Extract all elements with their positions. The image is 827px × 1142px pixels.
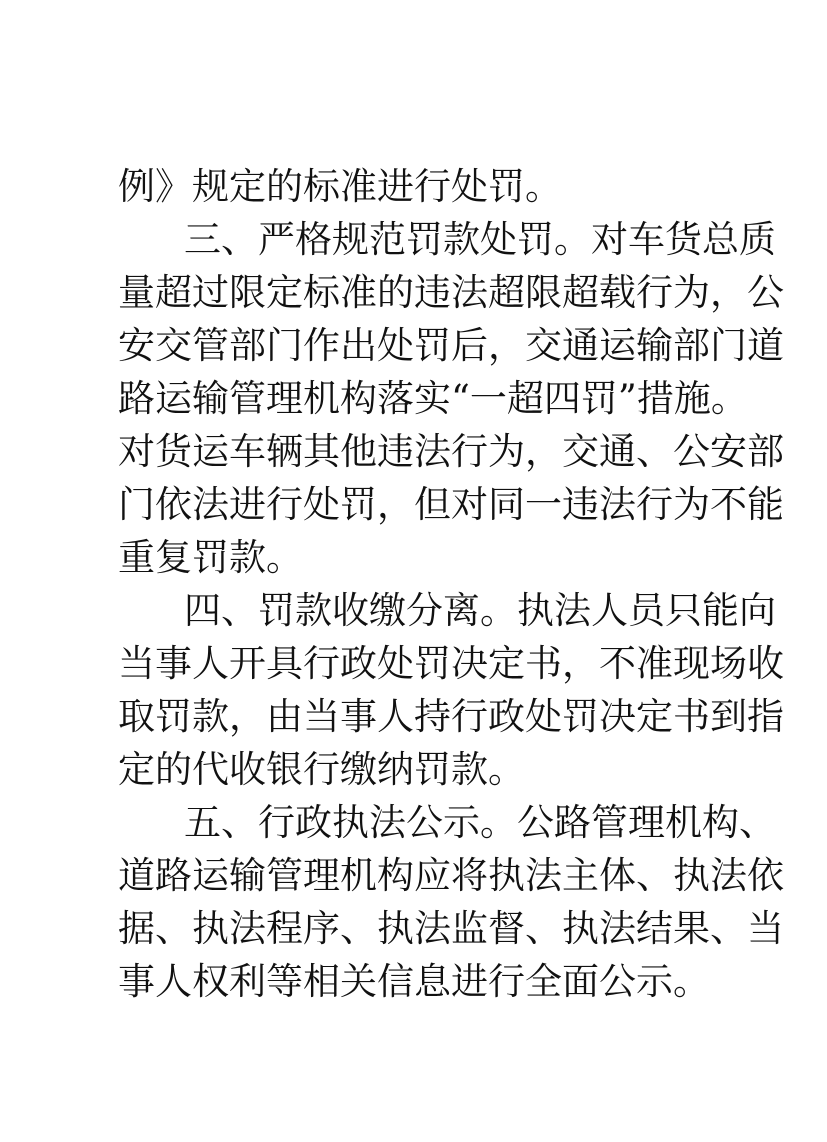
- text-line-8: 重复罚款。: [118, 536, 303, 579]
- text-line-10: 当事人开具行政处罚决定书，不准现场收: [118, 642, 784, 685]
- text-line-14: 道路运输管理机构应将执法主体、执法依: [118, 854, 784, 897]
- text-line-11: 取罚款，由当事人持行政处罚决定书到指: [118, 695, 784, 738]
- text-line-15: 据、执法程序、执法监督、执法结果、当: [118, 907, 784, 950]
- text-line-4: 安交管部门作出处罚后，交通运输部门道: [118, 324, 784, 367]
- text-line-5: 路运输管理机构落实“一超四罚”措施。: [118, 377, 748, 420]
- text-line-9: 四、罚款收缴分离。执法人员只能向: [184, 589, 776, 632]
- text-line-1: 例》规定的标准进行处罚。: [118, 165, 562, 208]
- text-line-12: 定的代收银行缴纳罚款。: [118, 748, 525, 791]
- text-line-16: 事人权利等相关信息进行全面公示。: [118, 960, 710, 1003]
- text-line-2: 三、严格规范罚款处罚。对车货总质: [184, 218, 776, 261]
- text-line-6: 对货运车辆其他违法行为，交通、公安部: [118, 430, 784, 473]
- text-line-3: 量超过限定标准的违法超限超载行为，公: [118, 271, 784, 314]
- text-line-7: 门依法进行处罚，但对同一违法行为不能: [118, 483, 784, 526]
- text-line-13: 五、行政执法公示。公路管理机构、: [184, 801, 776, 844]
